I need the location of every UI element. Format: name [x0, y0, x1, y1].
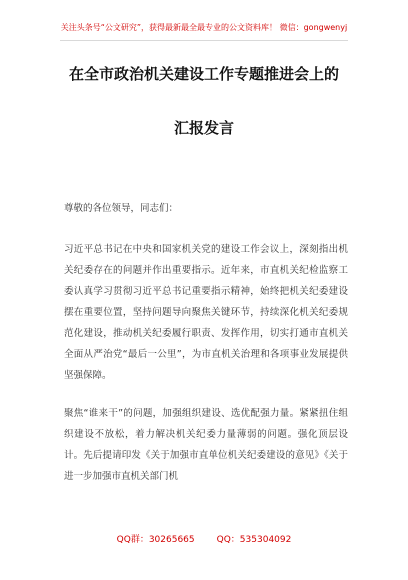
- footer-qq-group: QQ群：30265665: [116, 535, 195, 545]
- footer-contact: [0, 532, 408, 545]
- paragraph-2: 聚焦“谁来干”的问题，加强组织建设、选优配强力量。紧紧扭住组织建设不放松，着力解决机关纪委力量薄弱的问题。强化顶层设计。先后提请印发《关于加强市直单位机关纪委建设的意见》《关于进一步加强市直机关部门机: [64, 408, 348, 482]
- document-body: [64, 198, 348, 504]
- greeting: 尊敬的各位领导，同志们：: [64, 203, 179, 214]
- document-title-line-2: 汇报发言: [173, 119, 234, 137]
- document-title-line-1: 在全市政治机关建设工作专题推进会上的: [68, 65, 339, 83]
- header-divider: [60, 40, 348, 41]
- footer-qq: QQ：535304092: [216, 535, 292, 545]
- paragraph-1: 习近平总书记在中央和国家机关党的建设工作会议上，深刻指出机关纪委存在的问题并作出重要指示。近年来，市直机关纪检监察工委认真学习贯彻习近平总书记重要指示精神，始终把机关纪委建设摆在重要位置，坚持问题导向聚焦关键环节，持续深化机关纪委规范化建设，推动机关纪委履行职责、发挥作用，切实打通市直机关全面从严治党“最后一公里”，为市直机关治理和各项事业发展提供坚强保障。: [64, 244, 348, 381]
- header-promo-note: 关注头条号“公文研究”，获得最新最全最专业的公文资料库！ 微信：gongwenyj: [60, 23, 348, 32]
